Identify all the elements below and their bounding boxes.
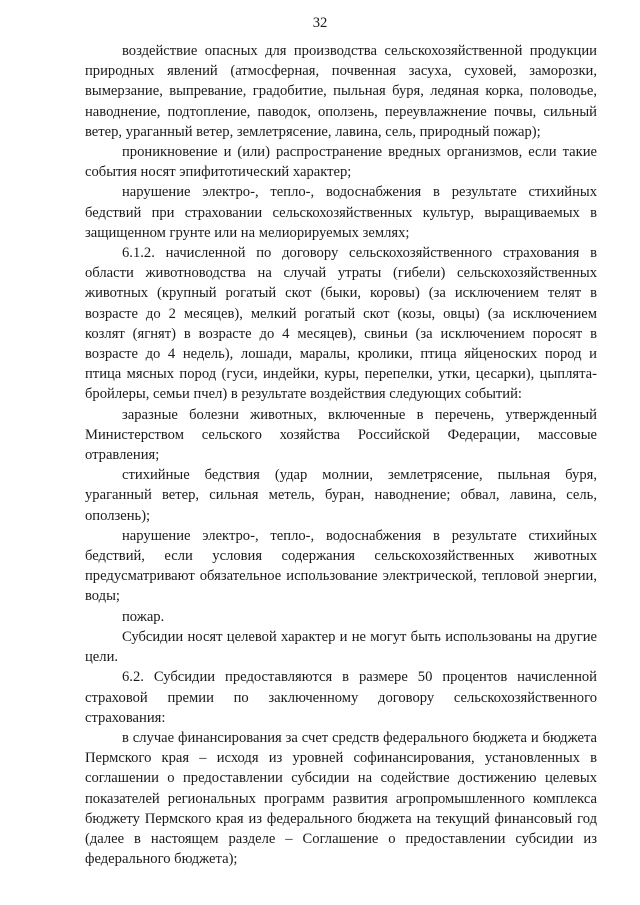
paragraph-utility-disruption-livestock: нарушение электро-, тепло-, водоснабжения в результате стихийных бедствий, если условия содержания сельскохозяйственных животных предусматривают обязательное использование электрической, тепловой энергии, воды; [85,527,597,605]
document-body [85,41,597,869]
page-number: 32 [312,15,328,31]
paragraph-natural-disasters: стихийные бедствия (удар молнии, землетрясение, пыльная буря, ураганный ветер, сильная метель, буран, наводнение; обвал, лавина, сель, оползень); [85,467,597,524]
paragraph-6-2-subsidy-amount: 6.2. Субсидии предоставляются в размере 50 процентов начисленной страховой премии по заключенному договору сельскохозяйственного страхования: [85,669,597,726]
paragraph-fire: пожар. [122,608,165,625]
paragraph-6-1-2-livestock: 6.1.2. начисленной по договору сельскохозяйственного страхования в области животноводства на случай утраты (гибели) сельскохозяйственных животных (крупный рогатый скот (быки, коровы) (за исключением телят в возрасте до 2 месяцев), мелкий рогатый скот (козы, овцы) (за исключением козлят (ягнят) в возрасте до 4 месяцев), свиньи (за исключением поросят в возрасте до 4 недель), лошади, маралы, кролики, птица яйценоских пород и птица мясных пород (гуси, индейки, куры, перепелки, утки, цесарки), цыплята-бройлеры, семьи пчел) в результате воздействия следующих событий: [85,245,597,403]
paragraph-contagious-diseases: заразные болезни животных, включенные в перечень, утвержденный Министерством сельского хозяйства Российской Федерации, массовые отравления; [85,406,597,464]
paragraph-harmful-organisms: проникновение и (или) распространение вредных организмов, если такие события носят эпифитотический характер; [85,144,597,181]
paragraph-federal-financing: в случае финансирования за счет средств федерального бюджета и бюджета Пермского края – исходя из уровней софинансирования, установленных в соглашении о предоставлении субсидии на содействие достижению целевых показателей региональных программ развития агропромышленного комплекса бюджету Пермского края из федерального бюджета на текущий финансовый год (далее в настоящем разделе – Соглашение о предоставлении субсидии из федерального бюджета); [85,729,597,868]
paragraph-natural-hazards: воздействие опасных для производства сельскохозяйственной продукции природных явлений (атмосферная, почвенная засуха, суховей, заморозки, вымерзание, выпревание, градобитие, пыльная буря, ледяная корка, половодье, наводнение, подтопление, паводок, оползень, переувлажнение почвы, сильный ветер, ураганный ветер, землетрясение, лавина, сель, природный пожар); [85,43,597,140]
paragraph-targeted-subsidies: Субсидии носят целевой характер и не могут быть использованы на другие цели. [85,628,597,666]
paragraph-utility-disruption-crops: нарушение электро-, тепло-, водоснабжения в результате стихийных бедствий при страховании сельскохозяйственных культур, выращиваемых в защищенном грунте или на мелиорируемых землях; [85,184,597,241]
